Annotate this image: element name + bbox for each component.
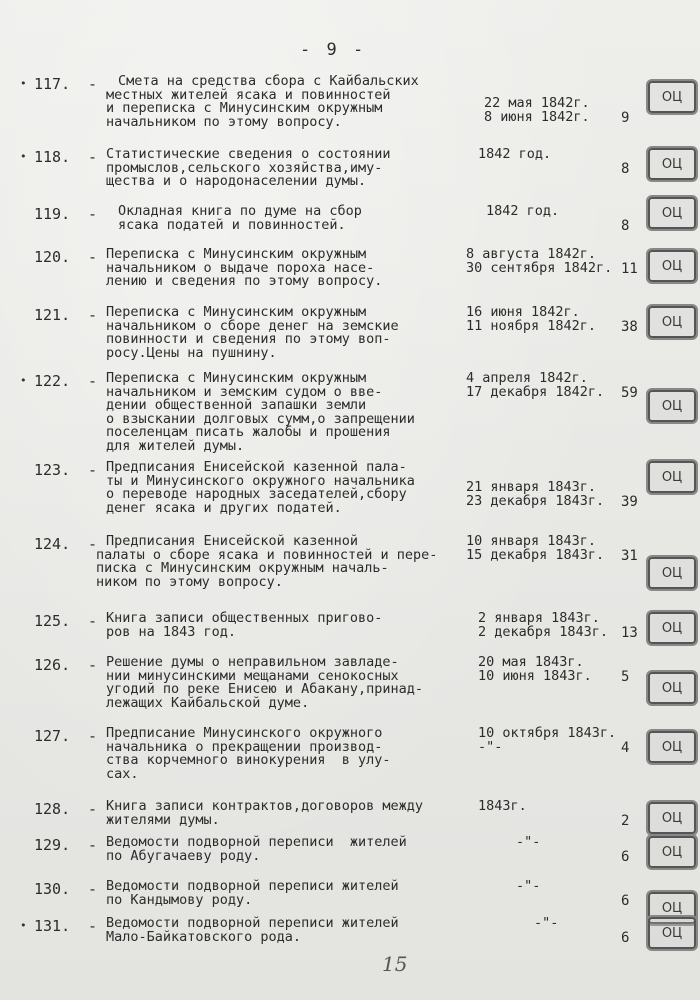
oc-stamp: ОЦ	[648, 802, 696, 834]
date-line: -"-	[478, 738, 503, 755]
entry-number: 123.	[34, 461, 71, 479]
oc-stamp: ОЦ	[648, 557, 696, 589]
description-line: промыслов,сельского хозяйства,иму-	[106, 159, 383, 176]
entry-dash: -	[88, 880, 98, 898]
entry-dash: -	[88, 248, 98, 266]
date-line: 1842 год.	[478, 146, 552, 162]
entry-number: 127.	[34, 727, 71, 745]
sheet-count: 8	[621, 218, 630, 234]
margin-mark: •	[20, 150, 27, 163]
description-line: начальником о выдаче пороха насе-	[106, 259, 375, 276]
sheet-count: 59	[621, 385, 638, 401]
date-line: -"-	[516, 878, 541, 894]
entry-dates	[466, 372, 604, 399]
description-line: ясака податей и повинностей.	[118, 216, 346, 233]
description-line: повинности и сведения по этому воп-	[106, 331, 391, 348]
entry-dash: -	[88, 656, 98, 674]
entry-number: 119.	[34, 205, 71, 223]
entry-number: 121.	[34, 306, 71, 324]
oc-stamp: ОЦ	[648, 731, 696, 763]
description-line: поселенцам писать жалобы и прошения	[106, 424, 391, 441]
entry-dates	[478, 800, 527, 814]
entry-description	[106, 656, 423, 710]
date-line: 16 июня 1842г.	[466, 304, 580, 320]
entry-description	[106, 148, 390, 189]
date-line: 22 мая 1842г.	[484, 95, 590, 111]
sheet-count: 39	[621, 494, 638, 510]
description-line: Переписка с Минусинским окружным	[106, 370, 367, 386]
date-line: 21 января 1843г.	[466, 479, 597, 495]
entry-dates	[478, 656, 592, 683]
oc-stamp: ОЦ	[648, 672, 696, 704]
page-number: - 9 -	[300, 40, 367, 60]
sheet-count: 38	[621, 319, 638, 335]
margin-mark: •	[20, 919, 27, 932]
description-line: лежащих Кайбальской думе.	[106, 694, 310, 711]
description-line: сах.	[106, 765, 139, 782]
entry-dates	[484, 97, 590, 124]
description-line: Решение думы о неправильном завладе-	[106, 654, 399, 670]
date-line: 8 августа 1842г.	[466, 246, 597, 262]
entry-dash: -	[88, 205, 98, 223]
entry-number: 126.	[34, 656, 71, 674]
entry-dash: -	[88, 148, 98, 166]
description-line: ты и Минусинского окружного начальника	[106, 472, 415, 489]
entry-dash: -	[88, 836, 98, 854]
description-line: о взыскании долговых сумм,о запрещении	[106, 410, 415, 427]
description-line: Предписания Енисейской казенной	[106, 533, 358, 549]
entry-dash: -	[88, 917, 98, 935]
sheet-count: 6	[621, 930, 630, 946]
entry-description	[106, 372, 415, 454]
description-line: палаты о сборе ясака и повинностей и пере-	[96, 546, 438, 563]
sheet-count: 9	[621, 110, 630, 126]
description-line: нии минусинскими мещанами сенокосных	[106, 667, 399, 684]
oc-stamp: ОЦ	[648, 390, 696, 422]
date-line: 23 декабря 1843г.	[466, 492, 605, 509]
entry-number: 118.	[34, 148, 71, 166]
entry-dates	[478, 148, 551, 162]
entry-dash: -	[88, 535, 98, 553]
description-line: Смета на средства сбора с Кайбальских	[118, 73, 419, 89]
date-line: 8 июня 1842г.	[484, 108, 590, 125]
entry-dates	[486, 205, 559, 219]
oc-stamp: ОЦ	[648, 836, 696, 868]
entry-dates	[466, 481, 604, 508]
description-line: ства корчемного винокурения в улу-	[106, 752, 391, 769]
description-line: Ведомости подворной переписи жителей	[106, 834, 407, 850]
sheet-count: 5	[621, 669, 630, 685]
description-line: ров на 1843 год.	[106, 623, 237, 640]
entry-description	[106, 727, 390, 781]
description-line: для жителей думы.	[106, 437, 245, 454]
oc-stamp: ОЦ	[648, 306, 696, 338]
entry-number: 122.	[34, 372, 71, 390]
entry-dash: -	[88, 306, 98, 324]
entry-description	[106, 880, 399, 907]
entry-dash: -	[88, 75, 98, 93]
entry-description	[106, 248, 382, 289]
entry-dash: -	[88, 461, 98, 479]
date-line: 1842 год.	[486, 203, 560, 219]
oc-stamp: ОЦ	[648, 461, 696, 493]
date-line: 2 декабря 1843г.	[478, 623, 609, 640]
description-line: Переписка с Минусинским окружным	[106, 304, 367, 320]
oc-stamp: ОЦ	[648, 917, 696, 949]
entry-dates	[516, 836, 540, 850]
oc-stamp: ОЦ	[648, 148, 696, 180]
description-line: Ведомости подворной переписи жителей	[106, 915, 399, 931]
oc-stamp: ОЦ	[648, 892, 696, 924]
description-line: начальником и земским судом о вве-	[106, 383, 383, 400]
description-line: начальником по этому вопросу.	[106, 113, 342, 130]
oc-stamp: ОЦ	[648, 81, 696, 113]
description-line: и переписка с Минусинским окружным	[106, 100, 383, 117]
date-line: 15 декабря 1843г.	[466, 546, 605, 563]
margin-mark: •	[20, 374, 27, 387]
description-line: росу.Цены на пушнину.	[106, 344, 277, 361]
sheet-count: 31	[621, 548, 638, 564]
description-line: дении общественной запашки земли	[106, 397, 367, 414]
description-line: Предписание Минусинского окружного	[106, 725, 383, 741]
description-line: Мало-Байкатовского рода.	[106, 928, 302, 945]
entry-number: 125.	[34, 612, 71, 630]
description-line: о переводе народных заседателей,сбору	[106, 486, 407, 503]
description-line: жителями думы.	[106, 811, 220, 828]
entry-description	[106, 306, 399, 360]
description-line: Ведомости подворной переписи жителей	[106, 878, 399, 894]
entry-dates	[478, 727, 616, 754]
date-line: 10 января 1843г.	[466, 533, 597, 549]
description-line: начальника о прекращении производ-	[106, 738, 383, 755]
entry-dash: -	[88, 727, 98, 745]
entry-number: 130.	[34, 880, 71, 898]
date-line: 2 января 1843г.	[478, 610, 600, 626]
entry-dates	[466, 248, 612, 275]
sheet-count: 13	[621, 625, 638, 641]
description-line: Книга записи общественных пригово-	[106, 610, 383, 626]
date-line: 30 сентября 1842г.	[466, 259, 613, 276]
sheet-count: 6	[621, 893, 630, 909]
description-line: Окладная книга по думе на сбор	[118, 203, 362, 219]
description-line: Книга записи контрактов,договоров между	[106, 798, 423, 814]
entry-dates	[466, 535, 604, 562]
date-line: 17 декабря 1842г.	[466, 383, 605, 400]
handwritten-page-mark: 15	[382, 952, 408, 976]
oc-stamp: ОЦ	[648, 197, 696, 229]
date-line: 20 мая 1843г.	[478, 654, 584, 670]
description-line: местных жителей ясака и повинностей	[106, 86, 391, 103]
entry-dates	[466, 306, 596, 333]
entry-number: 124.	[34, 535, 71, 553]
date-line: 4 апреля 1842г.	[466, 370, 588, 386]
date-line: -"-	[534, 915, 559, 931]
sheet-count: 4	[621, 740, 630, 756]
date-line: -"-	[516, 834, 541, 850]
entry-description	[96, 533, 438, 590]
description-line: денег ясака и других податей.	[106, 499, 342, 516]
oc-stamp: ОЦ	[648, 250, 696, 282]
description-line: по Абугачаеву роду.	[106, 847, 261, 864]
entry-number: 128.	[34, 800, 71, 818]
entry-dash: -	[88, 612, 98, 630]
entry-number: 129.	[34, 836, 71, 854]
entry-dates	[478, 612, 608, 639]
description-line: лению и сведения по этому вопросу.	[106, 273, 383, 290]
entry-dash: -	[88, 800, 98, 818]
oc-stamp: ОЦ	[648, 612, 696, 644]
entry-description	[118, 205, 362, 232]
sheet-count: 6	[621, 849, 630, 865]
entry-description	[106, 461, 415, 515]
description-line: писка с Минусинским окружным началь-	[96, 560, 389, 577]
entry-number: 131.	[34, 917, 71, 935]
date-line: 10 июня 1843г.	[478, 667, 592, 684]
description-line: ником по этому вопросу.	[96, 573, 283, 590]
description-line: Переписка с Минусинским окружным	[106, 246, 367, 262]
date-line: 11 ноября 1842г.	[466, 317, 597, 334]
description-line: Предписания Енисейской казенной пала-	[106, 459, 407, 475]
description-line: щества и о народонаселении думы.	[106, 173, 367, 190]
entry-description	[106, 612, 382, 639]
description-line: начальником о сборе денег на земские	[106, 317, 399, 334]
entry-dates	[534, 917, 558, 931]
margin-mark: •	[20, 77, 27, 90]
entry-description	[106, 836, 407, 863]
entry-number: 120.	[34, 248, 71, 266]
sheet-count: 11	[621, 261, 638, 277]
sheet-count: 8	[621, 161, 630, 177]
description-line: по Кандымову роду.	[106, 891, 253, 908]
description-line: угодий по реке Енисею и Абакану,принад-	[106, 681, 423, 698]
entry-number: 117.	[34, 75, 71, 93]
description-line: Статистические сведения о состоянии	[106, 146, 391, 162]
entry-description	[106, 73, 419, 130]
date-line: 10 октября 1843г.	[478, 725, 617, 741]
entry-dates	[516, 880, 540, 894]
sheet-count: 2	[621, 813, 630, 829]
date-line: 1843г.	[478, 798, 527, 814]
entry-description	[106, 800, 423, 827]
entry-description	[106, 917, 399, 944]
entry-dash: -	[88, 372, 98, 390]
